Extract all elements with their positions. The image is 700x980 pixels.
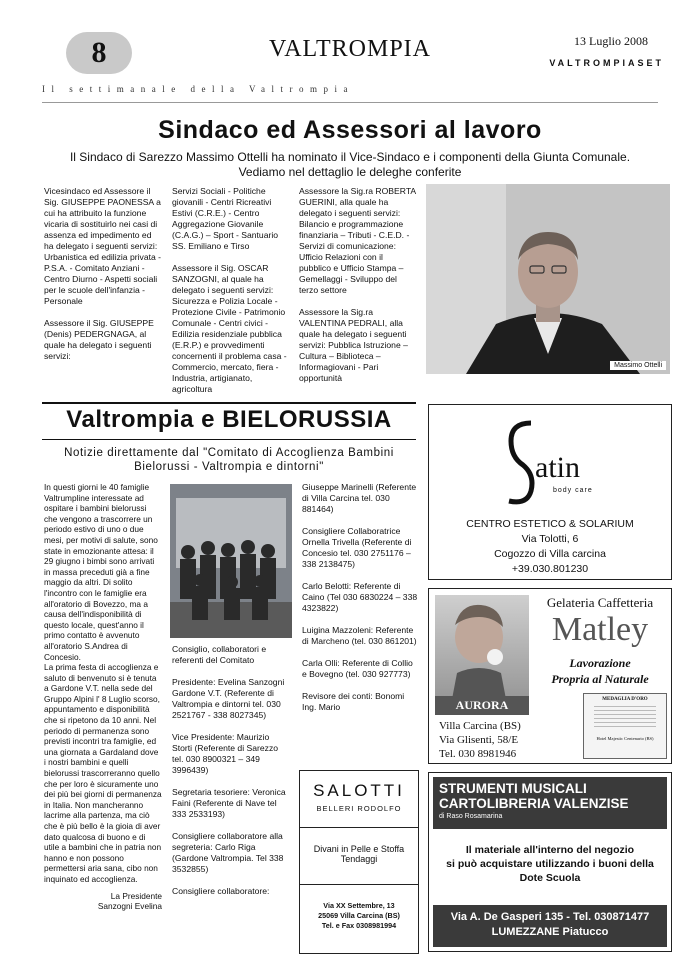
article1-col1-paragraph: Vicesindaco ed Assessore il Sig. GIUSEPPE PAONESSA a cui ha attribuito la funzione vicaria di sostituirlo nei casi di assenza ed impedimento ed ha delegato i seguenti servizi: Urbanistica ed edilizia privata - P.S.A. - Comitato Anziani - Centro Diurno - Aspetti sociali per le scuole dell'infanzia - Personale [44,186,162,306]
article1-column-1 [44,186,162,373]
brand-name: VALTROMPIASET [549,58,664,68]
article2-col3-paragraph: Revisore dei conti: Bonomi Ing. Mario [302,691,405,712]
salotti-address [300,901,418,931]
matley-address-3: Tel. 030 8981946 [439,748,517,760]
article2-subtitle [42,446,416,474]
tagline: Il settimanale della Valtrompia [42,84,355,94]
matley-tagline-1: Lavorazione [569,656,631,670]
valenzise-title-2: CARTOLIBRERIA VALENZISE [439,796,629,811]
salotti-address-2: 25069 Villa Carcina (BS) [318,911,400,920]
salotti-ad[interactable] [299,770,419,954]
article1-subtitle-line1: Il Sindaco di Sarezzo Massimo Ottelli ha nominato il Vice-Sindaco e i componenti della Giunta Comunale. [69,150,631,164]
valenzise-body [433,843,667,885]
satin-details [429,517,671,577]
valenzise-footer-1: Via A. De Gasperi 135 - Tel. 030871477 [450,911,650,923]
article2-col3-paragraph: Giuseppe Marinelli (Referente di Villa Carcina tel. 030 881464) [302,482,417,514]
matley-name: Matley [551,611,649,648]
satin-line-2: Via Tolotti, 6 [521,533,579,545]
valenzise-body-1: Il materiale all'interno del negozio [465,844,635,856]
satin-line-3: Cogozzo di Villa carcina [494,548,606,560]
article2-col2-paragraph: Consiglio, collaboratori e referenti del Comitato [172,644,267,665]
article2-col3-paragraph: Consigliere Collaboratrice Ornella Trivella (Referente di Concesio tel. 030 2751176 – 338 2138475) [302,526,412,569]
article2-col2-paragraph: Presidente: Evelina Sanzogni Gardone V.T. (Referente di Valtrompia e dintorni tel. 030 2521767 - 338 8027345) [172,677,285,720]
article1-column-2 [172,186,290,406]
article2-column-2 [172,644,290,908]
article1-col3-paragraph: Assessore la Sig.ra VALENTINA PEDRALI, alla quale ha delegato i seguenti servizi: Pubblica Istruzione – Cultura – Biblioteca – Informagiovani - Pari opportunità [299,307,408,383]
article2-col2-paragraph: Consigliere collaboratore alla segreteria: Carlo Riga (Gardone Valtrompia. Tel 338 3532855) [172,831,284,874]
aurora-label: AURORA [435,696,529,715]
article2-col3-paragraph: Carla Olli: Referente di Collio e Bovegno (tel. 030 927773) [302,658,413,679]
satin-line-1: CENTRO ESTETICO & SOLARIUM [466,518,634,530]
article2-title: Valtrompia e BIELORUSSIA [66,406,392,433]
mayor-portrait-illustration [426,184,670,374]
article2-col2-paragraph: Segretaria tesoriere: Veronica Faini (Referente di Nave tel 333 2533193) [172,787,286,819]
article2-signoff-name: La Presidente [110,890,162,901]
aurora-photo [435,595,529,715]
article2-col2-paragraph: Consigliere collaboratore: [172,886,270,896]
satin-logo-text: atin [535,451,580,484]
matley-subtitle: Gelateria Caffetteria [546,595,654,610]
article1-title: Sindaco ed Assessori al lavoro [158,116,542,144]
article2-column-3 [302,482,418,724]
matley-address-2: Via Glisenti, 58/E [439,734,519,746]
article1-subtitle [42,150,658,180]
award-footer: Hotel Majestic Centenario (BS) [596,736,654,741]
satin-line-4: +39.030.801230 [511,563,589,575]
award-certificate [583,693,667,759]
article2-subtitle-line1: Notizie direttamente dal "Comitato di Accoglienza Bambini [64,447,394,459]
valenzise-owner: di Raso Rosamarina [439,813,503,820]
article2-col1-paragraph: In questi giorni le 40 famiglie Valtrumpline interessate ad ospitare i bambini bielorussi che vengono a trascorrere un periodo estivo di uno o due mesi, per motivi di salute, sono state in emozionante attesa: il 29 giugno i bimbi sono arrivati in massa precedutі già a fine maggio da altri. Di solito l'incontro con le famiglie era all'oratorio di Bovezzo, ma a causa dell'indisponibilità di questo locale, quest'anno il primo contatto è avvenuto all'oratorio S.Andrea di Concesio. [44,482,158,662]
article2-col3-paragraph: Luigina Mazzoleni: Referente di Marcheno (tel. 030 861201) [302,625,417,646]
article2-col3-paragraph: Carlo Belotti: Referente di Caino (Tel 030 6830224 – 338 4323822) [302,581,418,613]
satin-logo [501,417,611,507]
matley-address-1: Villa Carcina (BS) [439,720,521,732]
salotti-name: SALOTTI [313,781,405,800]
valenzise-ad[interactable] [428,772,672,952]
salotti-product-2: Tendaggi [340,854,378,864]
valenzise-body-3: Dote Scuola [519,872,581,884]
salotti-address-3: Tel. e Fax 0308981994 [321,921,397,930]
article1-col2-paragraph: Servizi Sociali - Politiche giovanili - Centri Ricreativi Estivi (C.R.E.) - Centro Aggregazione Giovanile (C.A.G.) – Sport - Santuario SS. Emiliano e Tirso [172,186,279,251]
mayor-photo-caption: Massimo Ottelli [610,361,666,370]
award-text-lines [594,706,656,730]
article1-subtitle-line2: Vediamo nel dettaglio le deleghe conferite [238,165,462,179]
article2-col2-paragraph: Vice Presidente: Maurizio Storti (Referente di Sarezzo tel. 030 8900321 – 349 3996439) [172,732,279,775]
mayor-photo [426,184,670,374]
article1-column-3 [299,186,417,395]
page-number-text: 8 [91,36,107,69]
article1-col2-paragraph: Assessore il Sig. OSCAR SANZOGNI, al quale ha delegato i seguenti servizi: Sicurezza e Polizia Locale - Protezione Civile - Patrimonio Comunale - Centri civici - Edilizia residenziale pubblica (E.R.P.) e provvedimenti concernenti il problema casa - Commercio, mercato, fiera - Industria, artigianato, agricoltura [172,263,287,394]
matley-tagline [533,655,667,687]
group-photo-illustration [170,484,292,638]
valenzise-footer [433,905,667,947]
issue-date: 13 Luglio 2008 [574,34,648,48]
article2-col1-paragraph: La prima festa di accoglienza e saluto di benvenuto si è tenuta a Gardone V.T. nella sede del Gruppo Alpini l' 8 Luglio scorso, appuntamento e disponibilità che si ripetono da 10 anni. Nel periodo di permanenza sono previsti incontri tra famiglie, ed una giornata a Gardaland dove i nostri bambini e quelli bielorussi trascorreranno quello che per loro è sicuramente uno dei più bei giorni di permanenza in Italia. Non mancheranno lacrime alla partenza, ma ciò che è più bello è la gioia di aver dato qualcosa di buono e di utile a bambini che in patria non hanno e non possono permettersi aria sana, cibo non inquinato ed accoglienza. [44,662,162,884]
award-title: MEDAGLIA D'ORO [602,697,648,702]
group-photo [170,484,292,638]
masthead: VALTROMPIA [268,36,432,62]
article2-signoff-role: Sanzogni Evelina [97,901,162,912]
valenzise-footer-2: LUMEZZANE Piatucco [491,926,609,938]
matley-tagline-2: Propria al Naturale [551,672,649,686]
valenzise-title-1: STRUMENTI MUSICALI [439,781,587,796]
header-divider [42,102,658,103]
satin-logo-sub: body care [553,487,593,494]
salotti-product-1: Divani in Pelle e Stoffa [313,844,405,854]
satin-ad[interactable] [428,404,672,580]
article1-col3-paragraph: Assessore la Sig.ra ROBERTA GUERINI, alla quale ha delegato i seguenti servizi: Bilancio e programmazione finanziaria – Tributi - C.E.D. - Servizi di comunicazione: Ufficio Relazioni con il pubblico e Ufficio Stampa – Gemellaggi - Sviluppo del terzo settore [299,186,416,295]
salotti-address-1: Via XX Settembre, 13 [323,901,395,910]
article1-col1-paragraph: Assessore il Sig. GIUSEPPE (Denis) PEDERGNAGA, al quale ha delegato i seguenti servizi: [44,318,154,361]
matley-address [439,719,521,761]
matley-ad[interactable] [428,588,672,764]
article2-subtitle-line2: Bielorussi - Valtrompia e dintorni" [134,461,324,473]
valenzise-body-2: si può acquistare utilizzando i buoni della [446,858,654,870]
salotti-owner: BELLERI RODOLFO [316,804,402,813]
valenzise-header [433,777,667,829]
article2-column-1 [44,482,162,912]
